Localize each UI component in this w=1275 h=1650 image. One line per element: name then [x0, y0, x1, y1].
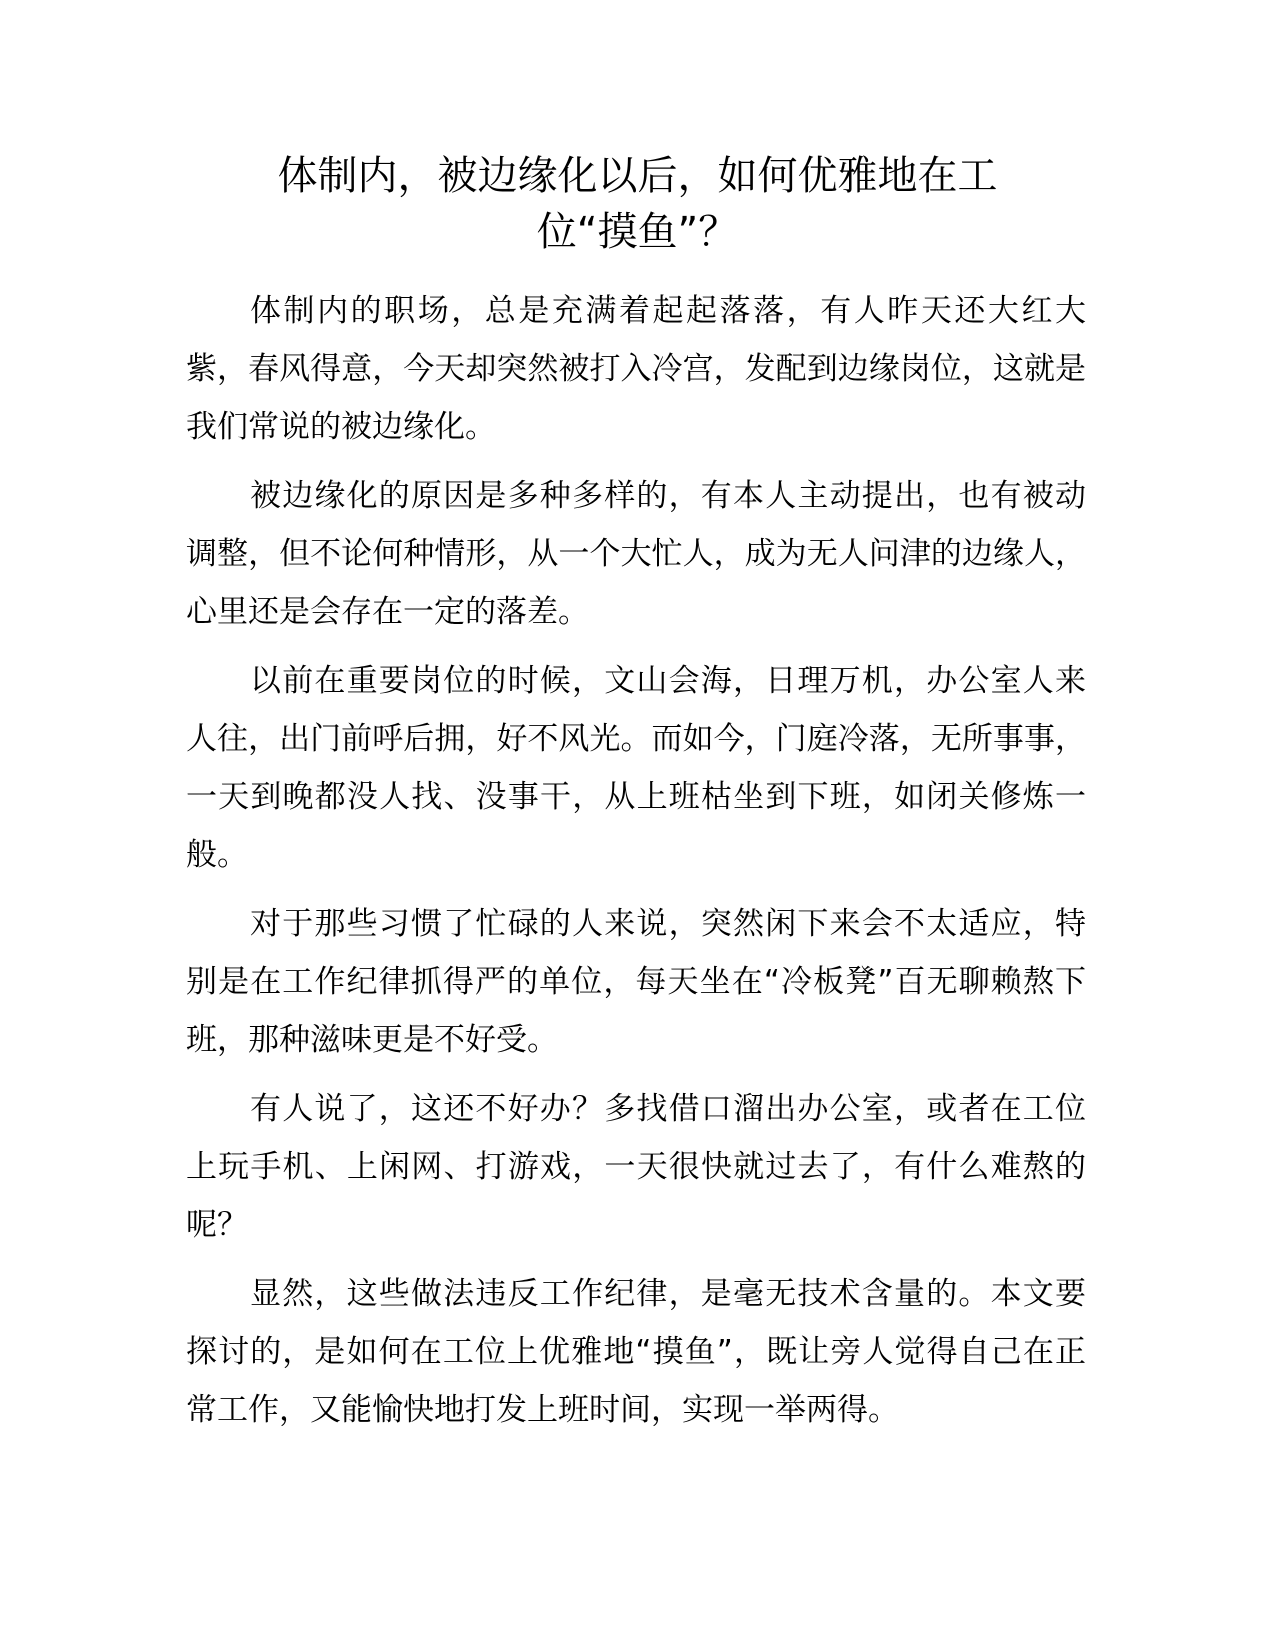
title-line-1: 体制内，被边缘化以后，如何优雅地在工 [277, 153, 998, 199]
title-line-2: 位“摸鱼”？ [536, 209, 739, 255]
document-body [186, 282, 1086, 1450]
paragraph-6: 显然，这些做法违反工作纪律，是毫无技术含量的。本文要探讨的，是如何在工位上优雅地“摸鱼”，既让旁人觉得自己在正常工作，又能愉快地打发上班时间，实现一举两得。 [186, 1276, 1086, 1428]
paragraph-3: 以前在重要岗位的时候，文山会海，日理万机，办公室人来人往，出门前呼后拥，好不风光。而如今，门庭冷落，无所事事，一天到晚都没人找、没事干，从上班枯坐到下班，如闭关修炼一般。 [186, 663, 1086, 873]
paragraph-4: 对于那些习惯了忙碌的人来说，突然闲下来会不太适应，特别是在工作纪律抓得严的单位，每天坐在“冷板凳”百无聊赖熬下班，那种滋味更是不好受。 [186, 906, 1086, 1058]
paragraph-2: 被边缘化的原因是多种多样的，有本人主动提出，也有被动调整，但不论何种情形，从一个大忙人，成为无人问津的边缘人，心里还是会存在一定的落差。 [186, 478, 1086, 630]
paragraph-5: 有人说了，这还不好办？多找借口溜出办公室，或者在工位上玩手机、上闲网、打游戏，一天很快就过去了，有什么难熬的呢？ [186, 1091, 1086, 1243]
document-title [180, 148, 1095, 260]
paragraph-1: 体制内的职场，总是充满着起起落落，有人昨天还大红大紫，春风得意，今天却突然被打入冷宫，发配到边缘岗位，这就是我们常说的被边缘化。 [186, 293, 1086, 445]
